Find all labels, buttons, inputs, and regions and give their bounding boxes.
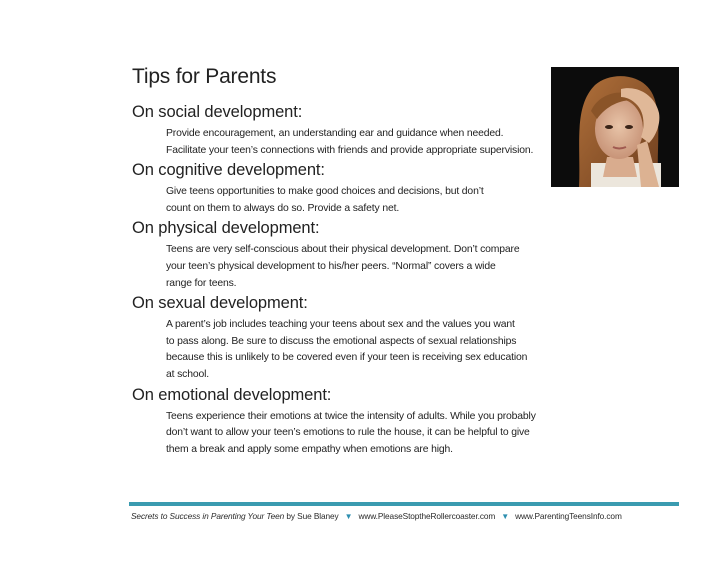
section-sexual: [132, 293, 552, 383]
teen-photo: [551, 67, 679, 187]
website-link-2[interactable]: www.ParentingTeensInfo.com: [515, 511, 622, 521]
website-link-1[interactable]: www.PleaseStoptheRollercoaster.com: [358, 511, 496, 521]
text-line: because this is unlikely to be covered even if your teen is receiving sex education: [166, 352, 528, 364]
section-heading: On physical development:: [132, 219, 320, 238]
text-line: Teens are very self-conscious about their physical development. Don’t compare: [166, 244, 520, 256]
text-line: Facilitate your teen’s connections with friends and provide appropriate supervision.: [166, 144, 534, 156]
text-line: A parent’s job includes teaching your teens about sex and the values you want: [166, 319, 515, 331]
text-line: Teens experience their emotions at twice the intensity of adults. While you probably: [166, 410, 536, 422]
footer-rule: [129, 502, 679, 506]
triangle-down-icon: ▼: [344, 512, 353, 521]
section-text: [166, 317, 552, 383]
text-line: at school.: [166, 368, 209, 380]
text-line: Provide encouragement, an understanding ear and guidance when needed.: [166, 128, 504, 139]
text-line: them a break and apply some empathy when emotions are high.: [166, 443, 453, 455]
section-text: [166, 242, 552, 292]
section-heading: On emotional development:: [132, 385, 332, 404]
teen-photo-illustration: [551, 67, 679, 187]
section-emotional: [132, 385, 552, 459]
triangle-down-icon: ▼: [501, 512, 510, 521]
text-line: your teen’s physical development to his/her peers. “Normal” covers a wide: [166, 260, 496, 272]
section-physical: [132, 218, 552, 292]
book-title: Secrets to Success in Parenting Your Teen: [131, 511, 285, 521]
section-heading: On cognitive development:: [132, 161, 325, 180]
section-text: [166, 409, 552, 459]
section-text: [166, 184, 552, 217]
tips-content: [132, 102, 552, 459]
text-line: range for teens.: [166, 277, 237, 289]
footer: [131, 510, 622, 523]
section-social: [132, 102, 552, 159]
author-credit: by Sue Blaney: [284, 511, 339, 521]
text-line: don’t want to allow your teen’s emotions to rule the house, it can be helpful to give: [166, 427, 530, 439]
section-heading: On sexual development:: [132, 294, 308, 313]
section-heading: On social development:: [132, 103, 303, 121]
text-line: to pass along. Be sure to discuss the emotional aspects of sexual relationships: [166, 335, 517, 347]
section-text: [166, 126, 552, 159]
page-title: Tips for Parents: [132, 65, 277, 88]
text-line: count on them to always do so. Provide a safety net.: [166, 202, 400, 214]
section-cognitive: [132, 160, 552, 217]
text-line: Give teens opportunities to make good choices and decisions, but don’t: [166, 186, 484, 198]
